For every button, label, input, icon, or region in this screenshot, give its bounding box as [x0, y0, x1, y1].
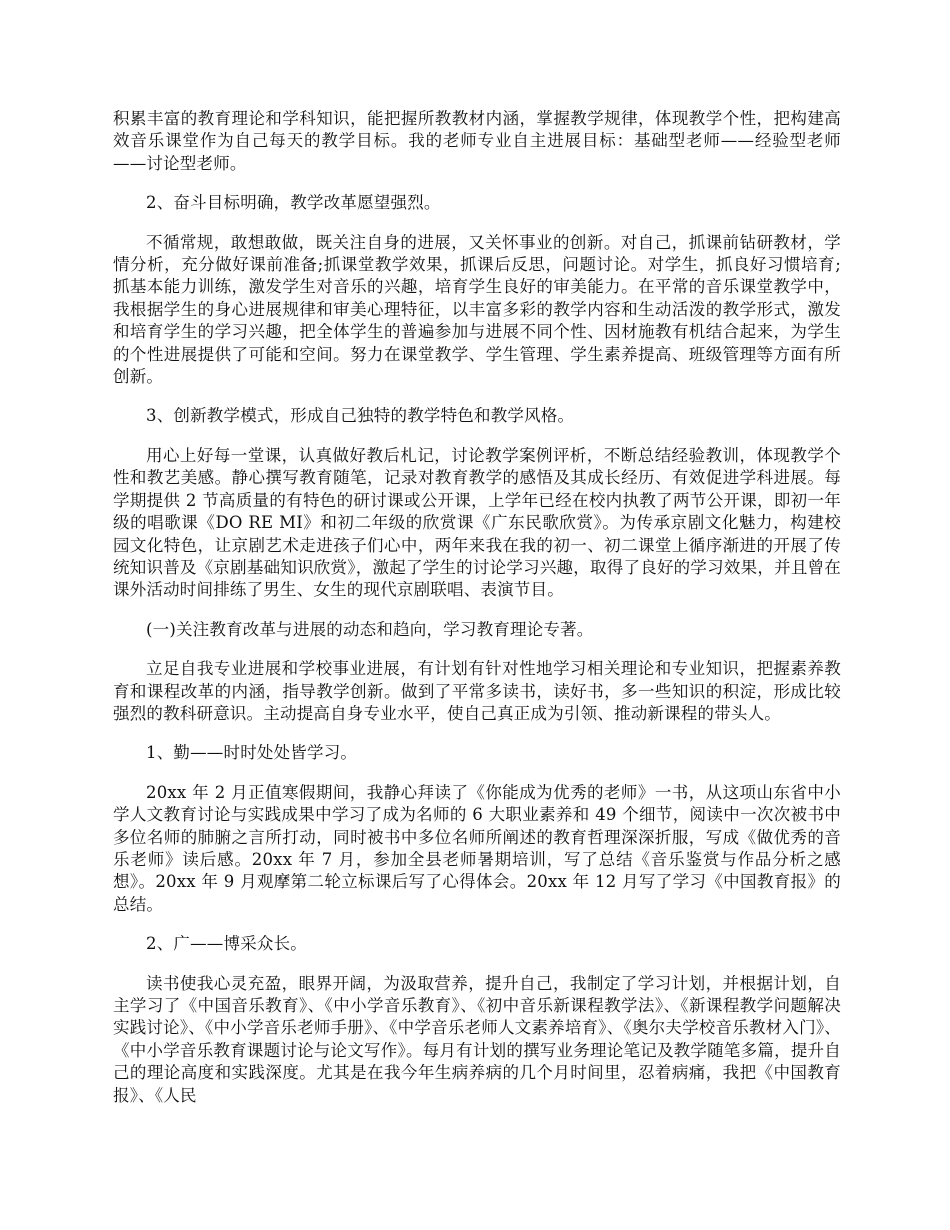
paragraph: 积累丰富的教育理论和学科知识，能把握所教教材内涵，掌握教学规律，体现教学个性，把构建高效音乐课堂作为自己每天的教学目标。我的老师专业自主进展目标：基础型老师——经验型老师——讨论型老师。: [113, 109, 841, 173]
section-heading: 2、奋斗目标明确，教学改革愿望强烈。: [146, 193, 441, 213]
document-body: [113, 108, 841, 1124]
section-heading: (一)关注教育改革与进展的动态和趋向，学习教育理论专著。: [146, 619, 594, 639]
paragraph: 不循常规，敢想敢做，既关注自身的进展，又关怀事业的创新。对自己，抓课前钻研教材，学情分析，充分做好课前准备;抓课堂教学效果，抓课后反思，问题讨论。对学生，抓良好习惯培育;抓基本能力训练，激发学生对音乐的兴趣，培育学生良好的审美能力。在平常的音乐课堂教学中，我根据学生的身心进展规律和审美心理特征，以丰富多彩的教学内容和生动活泼的教学形式，激发和培育学生的学习兴趣，把全体学生的普遍参加与进展不同个性、因材施教有机结合起来，为学生的个性进展提供了可能和空间。努力在课堂教学、学生管理、学生素养提高、班级管理等方面有所创新。: [113, 232, 841, 387]
section-heading: 2、广——博采众长。: [146, 934, 307, 954]
paragraph: 读书使我心灵充盈，眼界开阔，为汲取营养，提升自己，我制定了学习计划，并根据计划，自主学习了《中国音乐教育》、《中小学音乐教育》、《初中音乐新课程教学法》、《新课程教学问题解决实践讨论》、《中小学音乐老师手册》、《中学音乐老师人文素养培育》、《奥尔夫学校音乐教材入门》、《中小学音乐教育课题讨论与论文写作》。每月有计划的撰写业务理论笔记及教学随笔多篇，提升自己的理论高度和实践深度。尤其是在我今年生病养病的几个月时间里，忍着病痛，我把《中国教育报》、《人民: [113, 973, 841, 1105]
paragraph: 立足自我专业进展和学校事业进展，有计划有针对性地学习相关理论和专业知识，把握素养教育和课程改革的内涵，指导教学创新。做到了平常多读书，读好书，多一些知识的积淀，形成比较强烈的教科研意识。主动提高自身专业水平，使自己真正成为引领、推动新课程的带头人。: [113, 659, 841, 723]
paragraph: 20xx 年 2 月正值寒假期间，我静心拜读了《你能成为优秀的老师》一书，从这项山东省中小学人文教育讨论与实践成果中学习了成为名师的 6 大职业素养和 49 个细节，阅读中一次次被书中多位名师的肺腑之言所打动，同时被书中多位名师所阐述的教育哲理深深折服，写成《做优秀的音乐老师》读后感。20xx 年 7 月，参加全县老师暑期培训，写了总结《音乐鉴赏与作品分析之感想》。20xx 年 9 月观摩第二轮立标课后写了心得体会。20xx 年 12 月写了学习《中国教育报》的总结。: [113, 782, 841, 914]
section-heading: 3、创新教学模式，形成自己独特的教学特色和教学风格。: [146, 406, 575, 426]
section-heading: 1、勤——时时处处皆学习。: [146, 743, 358, 763]
paragraph: 用心上好每一堂课，认真做好教后札记，讨论教学案例评析，不断总结经验教训，体现教学个性和教艺美感。静心撰写教育随笔，记录对教育教学的感悟及其成长经历、有效促进学科进展。每学期提供 2 节高质量的有特色的研讨课或公开课，上学年已经在校内执教了两节公开课，即初一年级的唱歌课《DO RE MI》和初二年级的欣赏课《广东民歌欣赏》。为传承京剧文化魅力，构建校园文化特色，让京剧艺术走进孩子们心中，两年来我在我的初一、初二课堂上循序渐进的开展了传统知识普及《京剧基础知识欣赏》，激起了学生的讨论学习兴趣，取得了良好的学习效果，并且曾在课外活动时间排练了男生、女生的现代京剧联唱、表演节目。: [113, 445, 841, 600]
